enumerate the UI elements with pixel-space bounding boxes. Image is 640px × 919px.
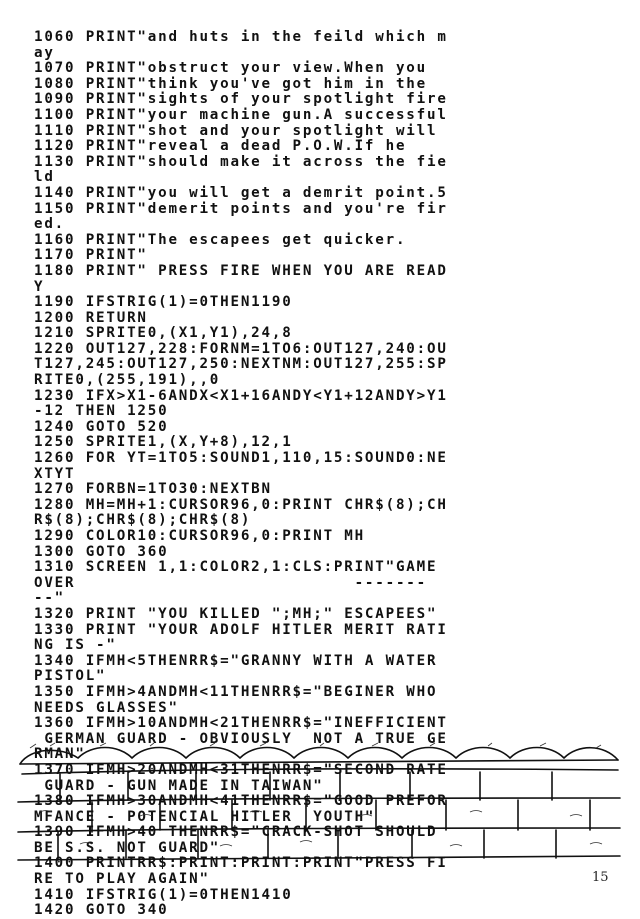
listing-line: BE S.S. NOT GUARD" (34, 839, 221, 856)
listing-line: 1230 IFX>X1-6ANDX<X1+16ANDY<Y1+12ANDY>Y1 (34, 387, 448, 404)
listing-line: 1410 IFSTRIG(1)=0THEN1410 (34, 886, 293, 903)
listing-line: 1190 IFSTRIG(1)=0THEN1190 (34, 294, 293, 311)
listing-line: 1400 PRINTRR$:PRINT:PRINT:PRINT"PRESS FI (34, 855, 448, 872)
listing-line: 1330 PRINT "YOUR ADOLF HITLER MERIT RATI (34, 621, 448, 638)
listing-line: R$(8);CHR$(8);CHR$(8) (34, 512, 252, 529)
listing-line: 1210 SPRITE0,(X1,Y1),24,8 (34, 325, 293, 342)
listing-line: 1180 PRINT" PRESS FIRE WHEN YOU ARE READ (34, 262, 448, 279)
listing-line: T127,245:OUT127,250:NEXTNM:OUT127,255:SP (34, 356, 448, 373)
listing-line: RMAN" (34, 746, 86, 763)
listing-line: OVER ------- (34, 574, 427, 591)
listing-line: 1260 FOR YT=1TO5:SOUND1,110,15:SOUND0:NE (34, 450, 448, 467)
listing-line: GUARD - GUN MADE IN TAIWAN" (34, 777, 324, 794)
listing-line: 1420 GOTO 340 (34, 902, 169, 919)
listing-line: 1290 COLOR10:CURSOR96,0:PRINT MH (34, 528, 365, 544)
listing-line: 1370 IFMH>20ANDMH<31THENRR$="SECOND RATE (34, 761, 448, 778)
listing-line: 1060 PRINT"and huts in the feild which m (34, 29, 448, 45)
listing-line: 1090 PRINT"sights of your spotlight fire (34, 91, 448, 108)
listing-line: --" (34, 590, 66, 607)
listing-line: NEEDS GLASSES" (34, 699, 179, 716)
listing-line: 1110 PRINT"shot and your spotlight will (34, 122, 438, 139)
listing-line: 1270 FORBN=1TO30:NEXTBN (34, 481, 272, 498)
listing-line: 1250 SPRITE1,(X,Y+8),12,1 (34, 434, 293, 451)
listing-line: 1150 PRINT"demerit points and you're fir (34, 200, 448, 217)
brick-wall-illustration (0, 728, 640, 878)
listing-line: NG IS -" (34, 637, 117, 654)
listing-line: RE TO PLAY AGAIN" (34, 871, 210, 888)
listing-line: RITE0,(255,191),,0 (34, 372, 221, 389)
listing-line: GERMAN GUARD - OBVIOUSLY NOT A TRUE GE (34, 730, 448, 747)
listing-line: 1130 PRINT"should make it across the fie (34, 153, 448, 170)
listing-line: 1070 PRINT"obstruct your view.When you (34, 60, 427, 77)
listing-line: PISTOL" (34, 668, 107, 685)
listing-line: 1380 IFMH>30ANDMH<41THENRR$="GOOD PREFOR (34, 793, 448, 810)
listing-line: 1140 PRINT"you will get a demrit point.5 (34, 184, 448, 201)
listing-line: 1170 PRINT" (34, 247, 148, 264)
listing-line: Y (34, 278, 45, 295)
listing-line: ed. (34, 216, 66, 233)
listing-line: 1220 OUT127,228:FORNM=1TO6:OUT127,240:OU (34, 340, 448, 357)
listing-line: 1160 PRINT"The escapees get quicker. (34, 231, 407, 248)
listing-line: 1080 PRINT"think you've got him in the (34, 75, 427, 92)
listing-line: XTYT (34, 465, 76, 482)
page-number: 15 (592, 870, 609, 885)
listing-line: 1240 GOTO 520 (34, 418, 169, 435)
listing-line: MFANCE - POTENCIAL HITLER YOUTH" (34, 808, 376, 825)
listing-line: 1350 IFMH>4ANDMH<11THENRR$="BEGINER WHO (34, 683, 438, 700)
listing-line: ld (34, 169, 55, 186)
listing-line: ay (34, 44, 55, 61)
listing-line: 1100 PRINT"your machine gun.A successful (34, 106, 448, 123)
listing-line: 1320 PRINT "YOU KILLED ";MH;" ESCAPEES" (34, 605, 438, 622)
listing-line: 1120 PRINT"reveal a dead P.O.W.If he (34, 138, 407, 155)
listing-line: 1280 MH=MH+1:CURSOR96,0:PRINT CHR$(8);CH (34, 496, 448, 513)
listing-line: 1310 SCREEN 1,1:COLOR2,1:CLS:PRINT"GAME (34, 559, 438, 576)
listing-line: 1360 IFMH>10ANDMH<21THENRR$="INEFFICIENT (34, 715, 448, 732)
listing-line: 1390 IFMH>40 THENRR$="CRACK-SHOT SHOULD (34, 824, 438, 841)
listing-line: 1200 RETURN (34, 309, 148, 326)
listing-line: -12 THEN 1250 (34, 403, 169, 420)
listing-line: 1340 IFMH<5THENRR$="GRANNY WITH A WATER (34, 652, 438, 669)
listing-line: 1300 GOTO 360 (34, 543, 169, 560)
